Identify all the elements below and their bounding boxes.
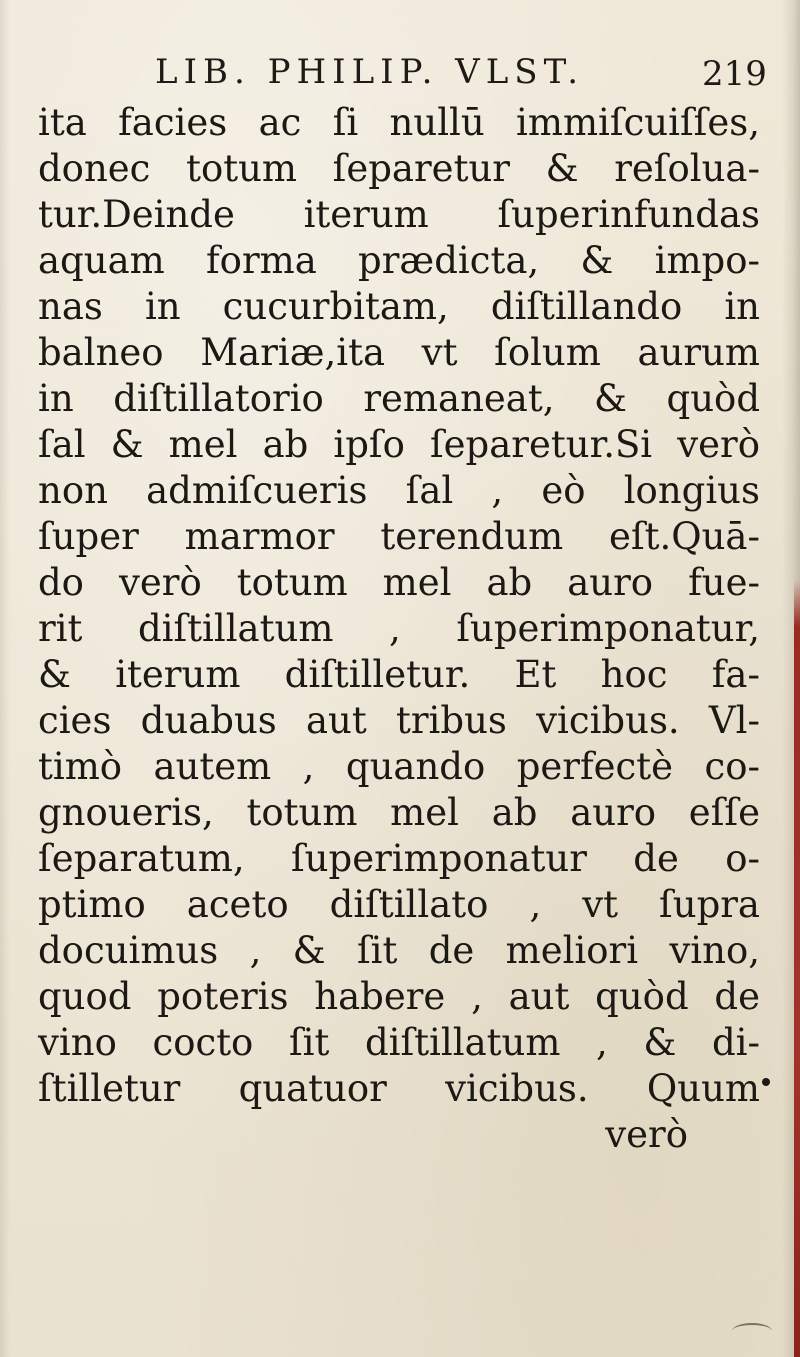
ink-smudge — [732, 1323, 772, 1339]
text-line: vino cocto ſit diſtillatum , & di- — [38, 1021, 760, 1064]
text-line: in diſtillatorio remaneat, & quòd — [38, 377, 760, 420]
ink-spot — [762, 1078, 770, 1086]
text-line: gnoueris, totum mel ab auro eſſe — [38, 791, 760, 834]
text-line: & iterum diſtilletur. Et hoc fa- — [38, 653, 760, 696]
text-line: timò autem , quando perfectè co- — [38, 745, 760, 788]
text-line: ita facies ac ſi nullū immiſcuiſſes, — [38, 101, 760, 144]
text-line: do verò totum mel ab auro fue- — [38, 561, 760, 604]
text-line: ſuper marmor terendum eſt.Quā- — [38, 515, 760, 558]
text-line: balneo Mariæ,ita vt ſolum aurum — [38, 331, 760, 374]
text-line: ſeparatum, ſuperimponatur de o- — [38, 837, 760, 880]
page-gutter-shadow — [0, 0, 10, 1357]
text-line: ſal & mel ab ipſo ſeparetur.Si verò — [38, 423, 760, 466]
text-line: quod poteris habere , aut quòd de — [38, 975, 760, 1018]
text-line: ſtilletur quatuor vicibus. Quum — [38, 1067, 760, 1110]
text-line: cies duabus aut tribus vicibus. Vl- — [38, 699, 760, 742]
catchword: verò — [605, 1113, 688, 1156]
text-line: rit diſtillatum , ſuperimponatur, — [38, 607, 760, 650]
red-binding-edge — [794, 580, 800, 1357]
text-line: ptimo aceto diſtillato , vt ſupra — [38, 883, 760, 926]
text-line: aquam forma prædicta, & impo- — [38, 239, 760, 282]
text-line: docuimus , & ſit de meliori vino, — [38, 929, 760, 972]
page-number: 219 — [702, 54, 767, 94]
text-line: non admiſcueris ſal , eò longius — [38, 469, 760, 512]
text-line: tur.Deinde iterum ſuperinfundas — [38, 193, 760, 236]
running-title: LIB. PHILIP. VLST. — [155, 52, 585, 92]
body-text — [38, 100, 760, 1158]
text-line: donec totum ſeparetur & reſolua- — [38, 147, 760, 190]
text-line: nas in cucurbitam, diſtillando in — [38, 285, 760, 328]
